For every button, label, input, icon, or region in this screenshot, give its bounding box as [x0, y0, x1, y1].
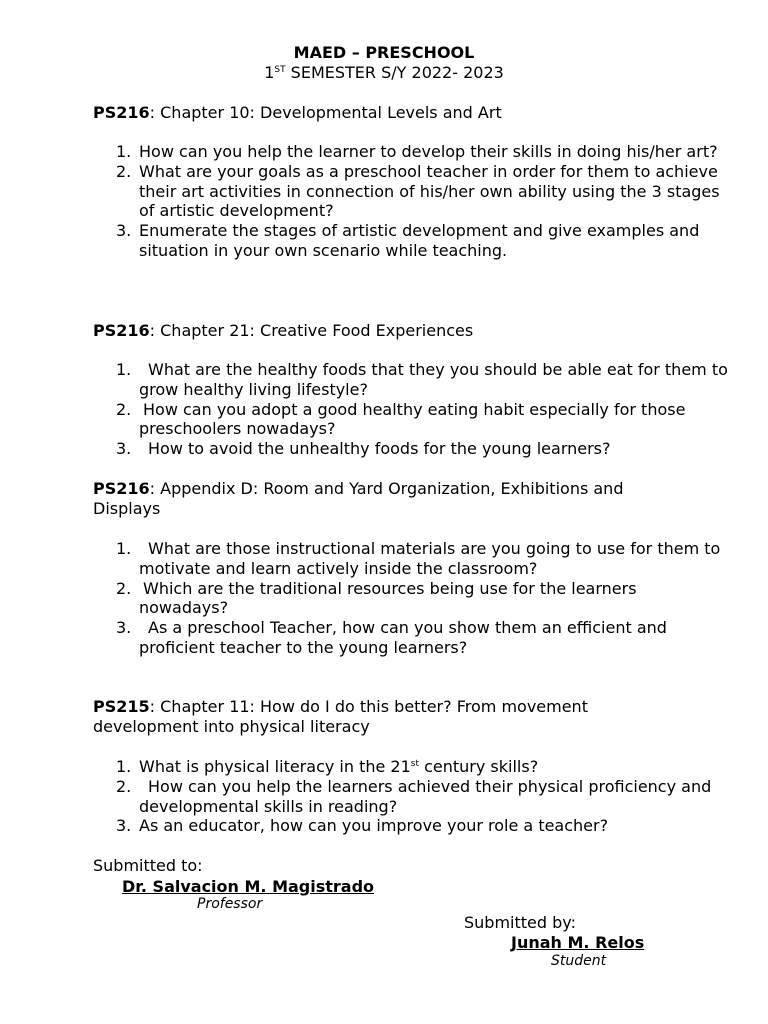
question-number: 2.: [116, 776, 132, 796]
question-item: [116, 399, 729, 440]
question-text-after: century skills?: [419, 757, 539, 776]
question-text: How can you adopt a good healthy eating habit especially for those preschoolers nowadays?: [139, 399, 686, 439]
question-text: How can you help the learner to develop their skills in doing his/her art?: [139, 142, 718, 161]
section-heading-3: [93, 479, 683, 519]
semester-number: 1: [264, 63, 275, 82]
question-text: Enumerate the stages of artistic development and give examples and situation in your own scenario while teaching.: [139, 221, 700, 260]
section-heading-2: [93, 321, 683, 341]
question-list-2: [93, 360, 729, 459]
question-text: As a preschool Teacher, how can you show them an efficient and proficient teacher to the young learners?: [139, 618, 667, 657]
section-title: : Chapter 10: Developmental Levels and Art: [149, 103, 502, 122]
question-number: 3.: [116, 816, 132, 836]
question-item: [116, 757, 729, 777]
section-heading-1: [93, 103, 683, 123]
section-title: : Appendix D: Room and Yard Organization, Exhibitions and Displays: [93, 479, 624, 518]
course-code: PS216: [93, 103, 150, 122]
question-text: How can you help the learners achieved their physical proficiency and developmental skills in reading?: [139, 776, 712, 816]
question-number: 1.: [116, 360, 132, 379]
document-title: MAED – PRESCHOOL: [293, 43, 475, 62]
question-list-4: [93, 757, 729, 836]
course-code: PS215: [93, 697, 150, 716]
professor-role: Professor: [197, 896, 263, 912]
question-item: [116, 221, 729, 261]
question-number: 2.: [116, 161, 132, 181]
ordinal-suffix: st: [410, 759, 420, 769]
question-number: 3.: [116, 618, 132, 638]
question-number: 1.: [116, 539, 132, 558]
question-text: What are those instructional materials are you going to use for them to motivate and learn actively inside the classroom?: [139, 539, 721, 578]
section-heading-4: [93, 697, 683, 737]
question-item: [116, 816, 729, 836]
question-list-3: [93, 539, 729, 658]
question-item: [116, 776, 729, 817]
question-number: 3.: [116, 221, 132, 241]
question-item: [116, 539, 729, 579]
semester-ordinal: ST: [274, 65, 286, 75]
question-list-1: [93, 142, 729, 261]
student-name: Junah M. Relos: [511, 933, 645, 952]
question-number: 2.: [116, 399, 132, 419]
section-title: : Chapter 21: Creative Food Experiences: [149, 321, 474, 340]
section-title: : Chapter 11: How do I do this better? From movement development into physical literacy: [93, 697, 588, 736]
course-code: PS216: [93, 321, 150, 340]
question-item: [116, 618, 729, 658]
submitted-by-label: Submitted by:: [464, 913, 576, 932]
question-item: [116, 439, 729, 459]
question-text: How to avoid the unhealthy foods for the young learners?: [148, 439, 611, 459]
question-item: [116, 161, 729, 221]
professor-name: Dr. Salvacion M. Magistrado: [122, 877, 375, 896]
question-text: What are your goals as a preschool teacher in order for them to achieve their art activities in connection of his/her own ability using the 3 stages of artistic development?: [139, 161, 720, 221]
question-number: 1.: [116, 142, 132, 161]
semester-line: [0, 63, 768, 83]
student-role: Student: [551, 953, 607, 969]
question-text: As an educator, how can you improve your role a teacher?: [139, 816, 609, 836]
question-text: What are the healthy foods that they you should be able eat for them to grow healthy living lifestyle?: [139, 360, 728, 399]
question-text: Which are the traditional resources being use for the learners nowadays?: [139, 578, 637, 618]
question-number: 3.: [116, 439, 132, 459]
question-item: [116, 578, 729, 619]
question-text-before: What is physical literacy in the 21: [139, 757, 411, 776]
course-code: PS216: [93, 479, 150, 498]
question-number: 2.: [116, 578, 132, 598]
question-item: [116, 360, 729, 400]
question-number: 1.: [116, 757, 132, 776]
question-item: [116, 142, 729, 162]
semester-text: SEMESTER S/Y 2022- 2023: [285, 63, 504, 82]
submitted-to-label: Submitted to:: [93, 856, 203, 875]
